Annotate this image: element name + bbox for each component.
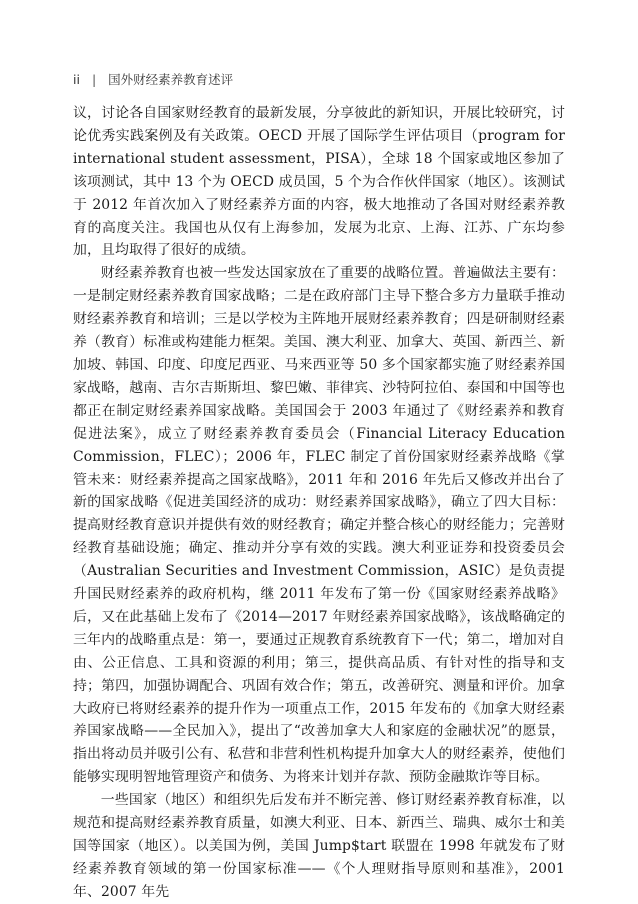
body-text [73, 102, 565, 904]
running-head [73, 70, 233, 88]
paragraph-continued: 议，讨论各自国家财经教育的最新发展，分享彼此的新知识，开展比较研究，讨论优秀实践案例及有关政策。OECD 开展了国际学生评估项目（program for international student assessment，PISA），全球 18 个国家或地区参加了该项测试，其中 13 个为 OECD 成员国，5 个为合作伙伴国家（地区）。该测试于 2012 年首次加入了财经素养方面的内容，极大地推动了各国对财经素养教育的高度关注。我国也从仅有上海参加，发展为北京、上海、江苏、广东均参加，且均取得了很好的成绩。 [73, 105, 565, 259]
paragraph-standards: 一些国家（地区）和组织先后发布并不断完善、修订财经素养教育标准，以规范和提高财经素养教育质量，如澳大利亚、日本、新西兰、瑞典、威尔士和美国等国家（地区）。以美国为例，美国 Jump$tart 联盟在 1998 年就发布了财经素养教育领域的第一份国家标准——《个人理财指导原则和基准》，2001 年、2007 年先 [73, 792, 565, 900]
page-number: ii [73, 72, 80, 87]
book-title: 国外财经素养教育述评 [108, 72, 234, 87]
header-separator: | [91, 72, 97, 87]
paragraph-strategy: 财经素养教育也被一些发达国家放在了重要的战略位置。普遍做法主要有：一是制定财经素养教育国家战略；二是在政府部门主导下整合多方力量联手推动财经素养教育和培训；三是以学校为主阵地开展财经素养教育；四是研制财经素养（教育）标准或构建能力框架。美国、澳大利亚、加拿大、英国、新西兰、新加坡、韩国、印度、印度尼西亚、马来西亚等 50 多个国家都实施了财经素养国家战略，越南、吉尔吉斯斯坦、黎巴嫩、菲律宾、沙特阿拉伯、泰国和中国等也都正在制定财经素养国家战略。美国国会于 2003 年通过了《财经素养和教育促进法案》，成立了财经素养教育委员会（Financial Literacy Education Commission，FLEC）；2006 年，FLEC 制定了首份国家财经素养战略《掌管未来：财经素养提高之国家战略》，2011 年和 2016 年先后又修改并出台了新的国家战略《促进美国经济的成功：财经素养国家战略》，确立了四大目标：提高财经教育意识并提供有效的财经教育；确定并整合核心的财经能力；完善财经教育基础设施；确定、推动并分享有效的实践。澳大利亚证券和投资委员会（Australian Securities and Investment Commission，ASIC）是负责提升国民财经素养的政府机构，继 2011 年发布了第一份《国家财经素养战略》后，又在此基础上发布了《2014—2017 年财经素养国家战略》，该战略确定的三年内的战略重点是：第一，要通过正规教育系统教育下一代；第二，增加对自由、公正信息、工具和资源的利用；第三，提供高品质、有针对性的指导和支持；第四，加强协调配合、巩固有效合作；第五，改善研究、测量和评价。加拿大政府已将财经素养的提升作为一项重点工作，2015 年发布的《加拿大财经素养国家战略——全民加入》，提出了“改善加拿大人和家庭的金融状况”的愿景，指出将动员并吸引公有、私营和非营利性机构提升加拿大人的财经素养，使他们能够实现明智地管理资产和债务、为将来计划并存款、预防金融欺诈等目标。 [73, 265, 565, 786]
